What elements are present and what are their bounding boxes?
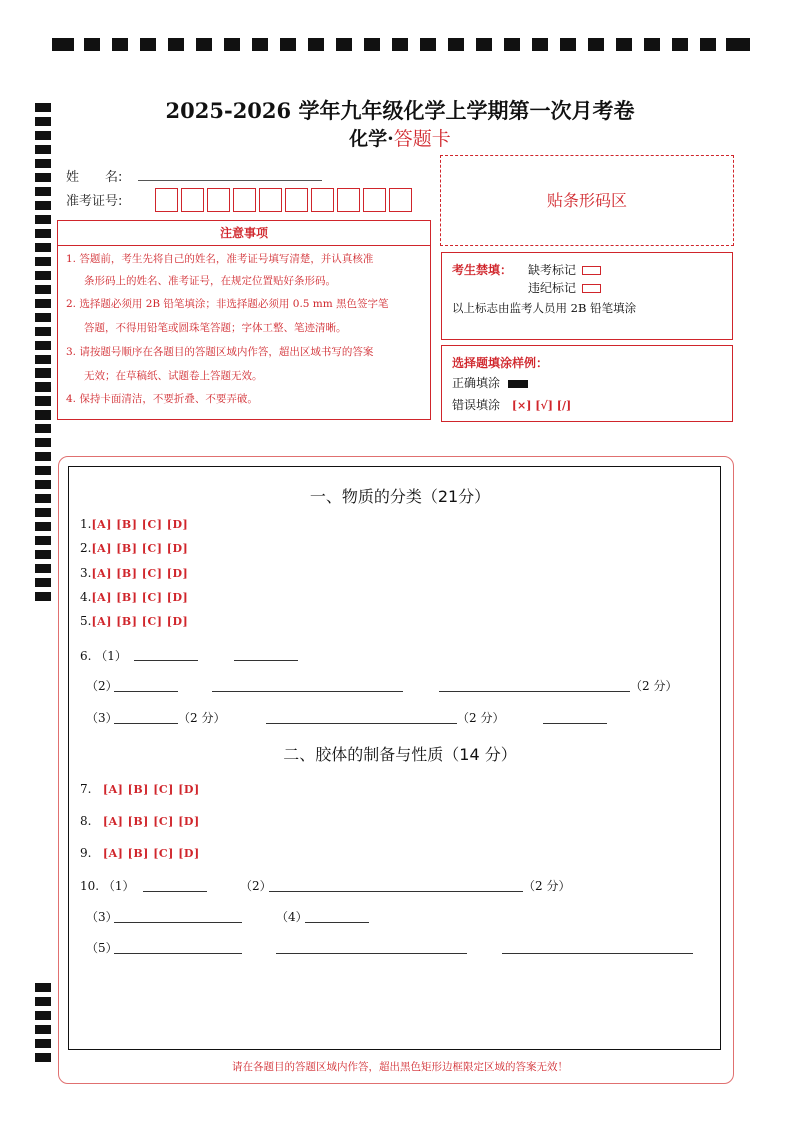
question-number: 9. [80, 846, 92, 860]
violation-label: 违纪标记 [528, 281, 577, 295]
answer-line[interactable] [114, 953, 242, 954]
q6-3-score-b: （2 分） [457, 711, 505, 725]
correct-fill-row [452, 374, 528, 391]
answer-line[interactable] [114, 922, 242, 923]
mc-question-1[interactable] [80, 517, 188, 531]
q10-4-label: （4） [276, 910, 308, 924]
mc-question-2[interactable] [80, 541, 188, 555]
section1-title: 一、物质的分类（21分） [309, 487, 491, 506]
page-subtitle [0, 124, 800, 151]
wrong-fill-row [452, 396, 571, 413]
barcode-area[interactable] [440, 155, 734, 246]
answer-line[interactable] [439, 691, 630, 692]
q10-3-label: （3） [86, 910, 118, 924]
id-digit-box[interactable] [155, 188, 178, 212]
prohibited-title: 考生禁填： [452, 263, 513, 277]
note-line: 3. 请按题号顺序在各题目的答题区域内作答，超出区域书写的答案 [66, 346, 374, 358]
question-number: 4. [80, 590, 92, 604]
q6-3-score-a: （2 分） [178, 711, 226, 725]
answer-line[interactable] [114, 723, 178, 724]
notes-title: 注意事项 [58, 221, 430, 246]
answer-options[interactable]: [A] [B] [C] [D] [91, 518, 189, 531]
answer-options[interactable]: [A] [B] [C] [D] [102, 815, 200, 828]
q6-2-score: （2 分） [630, 679, 678, 693]
note-line: 2. 选择题必须用 2B 铅笔填涂；非选择题必须用 0.5 mm 黑色签字笔 [66, 298, 389, 310]
mc-question-5[interactable] [80, 614, 188, 628]
question-number: 1. [80, 517, 92, 531]
answer-options[interactable]: [A] [B] [C] [D] [102, 783, 200, 796]
answer-line[interactable] [543, 723, 607, 724]
answer-line[interactable] [502, 953, 693, 954]
note-line: 4. 保持卡面清洁，不要折叠、不要弄破。 [66, 393, 258, 405]
absent-checkbox[interactable] [582, 266, 601, 275]
answer-line[interactable] [114, 691, 178, 692]
absent-label: 缺考标记 [528, 263, 577, 277]
answer-line[interactable] [305, 922, 369, 923]
id-digit-box[interactable] [259, 188, 282, 212]
fill-example-box [441, 345, 733, 422]
subtitle-subject: 化学· [349, 128, 394, 150]
notes-box [57, 220, 431, 420]
answer-line[interactable] [143, 891, 207, 892]
question-number: 5. [80, 614, 92, 628]
q6-3-label: （3） [86, 711, 118, 725]
id-digit-box[interactable] [181, 188, 204, 212]
absent-mark-row [528, 261, 601, 278]
q10-2-label: （2） [240, 879, 272, 893]
answer-line[interactable] [266, 723, 457, 724]
q10-2-score: （2 分） [523, 879, 571, 893]
note-line: 条形码上的姓名、准考证号，在规定位置贴好条形码。 [84, 275, 336, 287]
footer-warning: 请在各题目的答题区域内作答，超出黑色矩形边框限定区域的答案无效！ [232, 1061, 568, 1073]
answer-options[interactable]: [A] [B] [C] [D] [91, 542, 189, 555]
answer-line[interactable] [276, 953, 467, 954]
answer-options[interactable]: [A] [B] [C] [D] [102, 847, 200, 860]
id-digit-box[interactable] [337, 188, 360, 212]
prohibited-note: 以上标志由监考人员用 2B 铅笔填涂 [452, 301, 637, 315]
violation-checkbox[interactable] [582, 284, 601, 293]
id-digit-box[interactable] [311, 188, 334, 212]
section2-title: 二、胶体的制备与性质（14 分） [283, 745, 517, 764]
mc-question-4[interactable] [80, 590, 188, 604]
q10-label: 10. （1） [80, 879, 135, 893]
answer-line[interactable] [212, 691, 403, 692]
subtitle-answer-card: 答题卡 [393, 128, 451, 150]
q10-5-label: （5） [86, 941, 118, 955]
note-line: 无效；在草稿纸、试题卷上答题无效。 [84, 370, 263, 382]
answer-line[interactable] [234, 660, 298, 661]
q6-2-label: （2） [86, 679, 118, 693]
page-title: 2025-2026 学年九年级化学上学期第一次月考卷 [165, 98, 635, 123]
wrong-fill-label: 错误填涂 [452, 398, 501, 412]
question-number: 2. [80, 541, 92, 555]
id-digit-box[interactable] [389, 188, 412, 212]
answer-options[interactable]: [A] [B] [C] [D] [91, 591, 189, 604]
mc-question-8[interactable] [80, 814, 200, 828]
id-digit-box[interactable] [363, 188, 386, 212]
id-digit-box[interactable] [285, 188, 308, 212]
name-label: 姓 名: [66, 170, 123, 185]
question-number: 7. [80, 782, 92, 796]
violation-mark-row [528, 279, 601, 296]
prohibited-box [441, 252, 733, 340]
question-number: 8. [80, 814, 92, 828]
filled-mark-icon [508, 380, 528, 388]
mc-question-7[interactable] [80, 782, 200, 796]
id-digit-box[interactable] [233, 188, 256, 212]
answer-line[interactable] [269, 891, 523, 892]
mc-question-3[interactable] [80, 566, 188, 580]
question-number: 3. [80, 566, 92, 580]
mc-question-9[interactable] [80, 846, 200, 860]
answer-options[interactable]: [A] [B] [C] [D] [91, 567, 189, 580]
answer-line[interactable] [134, 660, 198, 661]
timing-marks-top [52, 38, 750, 52]
wrong-fill-marks: [×] [√] [/] [511, 399, 572, 412]
note-line: 答题，不得用铅笔或圆珠笔答题；字体工整、笔迹清晰。 [84, 322, 347, 334]
correct-fill-label: 正确填涂 [452, 376, 501, 390]
answer-options[interactable]: [A] [B] [C] [D] [91, 615, 189, 628]
name-field[interactable] [138, 180, 322, 181]
fill-example-title: 选择题填涂样例： [452, 356, 549, 370]
id-digit-box[interactable] [207, 188, 230, 212]
exam-id-label: 准考证号: [66, 194, 123, 209]
q6-label: 6. （1） [80, 649, 127, 663]
barcode-label: 贴条形码区 [546, 191, 627, 210]
note-line: 1. 答题前，考生先将自己的姓名，准考证号填写清楚，并认真核准 [66, 253, 374, 265]
